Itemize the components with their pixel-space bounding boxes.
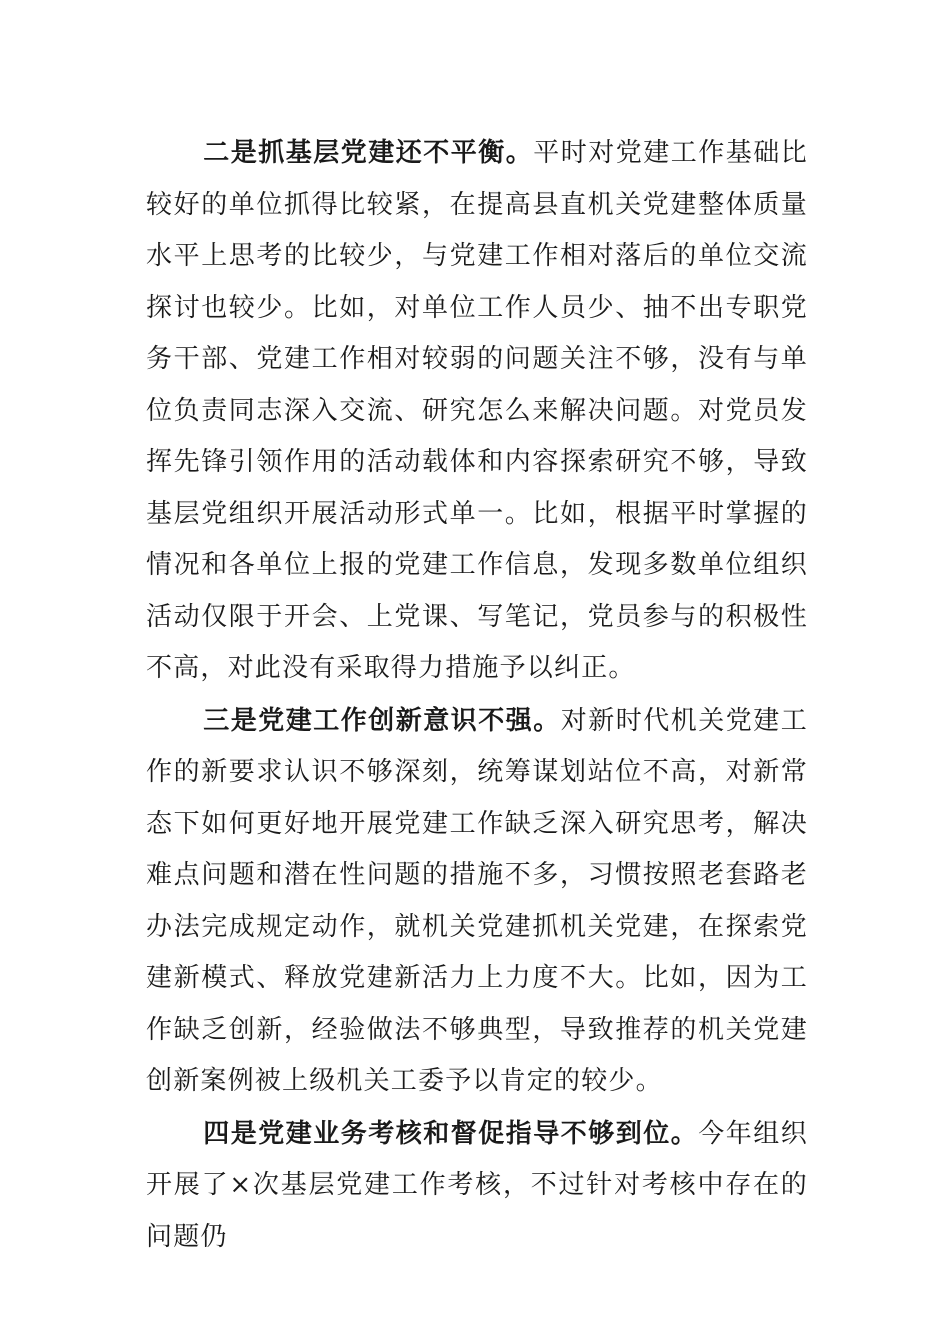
paragraph-heading: 四是党建业务考核和督促指导不够到位。	[203, 1118, 699, 1149]
paragraph-innovation-weak	[146, 696, 808, 1108]
paragraph-assessment-supervision	[146, 1109, 808, 1264]
paragraph-text: 平时对党建工作基础比较好的单位抓得比较紧，在提高县直机关党建整体质量水平上思考的比较少，与党建工作相对落后的单位交流探讨也较少。比如，对单位工作人员少、抽不出专职党务干部、党建工作相对较弱的问题关注不够，没有与单位负责同志深入交流、研究怎么来解决问题。对党员发挥先锋引领作用的活动载体和内容探索研究不够，导致基层党组织开展活动形式单一。比如，根据平时掌握的情况和各单位上报的党建工作信息，发现多数单位组织活动仅限于开会、上党课、写笔记，党员参与的积极性不高，对此没有采取得力措施予以纠正。	[146, 138, 808, 683]
paragraph-grassroots-imbalance	[146, 128, 808, 695]
document-body	[146, 128, 808, 1264]
paragraph-text: 对新时代机关党建工作的新要求认识不够深刻，统筹谋划站位不高，对新常态下如何更好地开展党建工作缺乏深入研究思考，解决难点问题和潜在性问题的措施不多，习惯按照老套路老办法完成规定动作，就机关党建抓机关党建，在探索党建新模式、释放党建新活力上力度不大。比如，因为工作缺乏创新，经验做法不够典型，导致推荐的机关党建创新案例被上级机关工委予以肯定的较少。	[146, 705, 808, 1096]
paragraph-heading: 二是抓基层党建还不平衡。	[203, 138, 534, 168]
paragraph-text: 今年组织开展了×次基层党建工作考核，不过针对考核中存在的问题仍	[146, 1118, 808, 1252]
paragraph-heading: 三是党建工作创新意识不强。	[203, 705, 561, 736]
